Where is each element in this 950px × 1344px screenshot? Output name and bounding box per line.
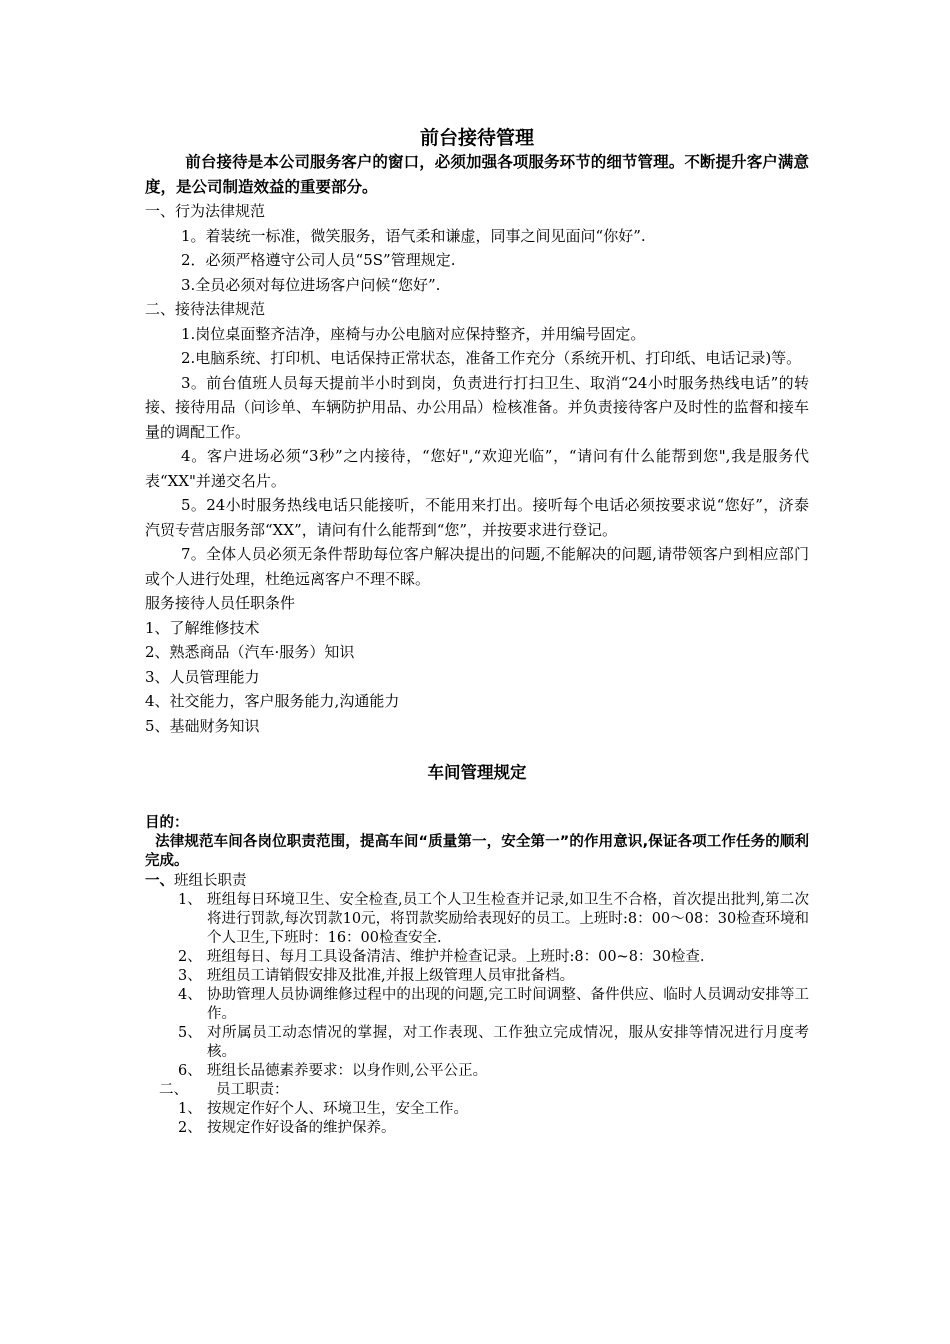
behavior-heading: 一、行为法律规范 — [145, 202, 266, 220]
document-content — [145, 126, 809, 1138]
item-number: 2、 — [178, 949, 202, 965]
reception-rule-item: 7。全体人员必须无条件帮助每位客户解决提出的问题,不能解决的问题,请带领客户到相应部门或个人进行处理，杜绝远离客户不理不睬。 — [145, 545, 809, 588]
item-number: 1、 — [178, 1101, 202, 1117]
reception-rule-item: 3。前台值班人员每天提前半小时到岗，负责进行打扫卫生、取消“24小时服务热线电话”的转接、接待用品（问诊单、车辆防护用品、办公用品）检核准备。并负责接待客户及时性的监督和接车量的调配工作。 — [145, 373, 809, 441]
item-number: 1、 — [178, 892, 202, 908]
purpose-label: 目的： — [145, 815, 189, 831]
item-text: 班组员工请销假安排及批准,并报上级管理人员审批备档。 — [207, 968, 575, 984]
leader-duty-item — [145, 967, 809, 986]
reception-rule-item: 2.电脑系统、打印机、电话保持正常状态，准备工作充分（系统开机、打印纸、电话记录)等。 — [181, 349, 802, 367]
qualification-item: 1、了解维修技术 — [145, 618, 260, 637]
item-text: 协助管理人员协调维修过程中的出现的问题,完工时间调整、备件供应、临时人员调动安排等工作。 — [207, 987, 809, 1022]
staff-heading — [145, 1081, 809, 1100]
purpose-text: 法律规范车间各岗位职责范围，提高车间“质量第一，安全第一”的作用意识,保证各项工作任务的顺利完成。 — [145, 834, 809, 869]
leader-duty-item — [145, 986, 809, 1024]
reception-rule-item: 5。24小时服务热线电话只能接听，不能用来打出。接听每个电话必须按要求说“您好”，济泰汽贸专营店服务部“XX”，请问有什么能帮到“您”，并按要求进行登记。 — [145, 496, 809, 539]
behavior-item: 2．必须严格遵守公司人员“5S”管理规定. — [181, 251, 456, 269]
qualification-item: 3、人员管理能力 — [145, 667, 260, 686]
qualification-item: 4、社交能力，客户服务能力,沟通能力 — [145, 692, 400, 710]
leader-heading-number: 一、 — [145, 872, 174, 889]
behavior-item: 1。着装统一标准，微笑服务，语气柔和谦虚，同事之间见面问“你好”. — [181, 226, 646, 245]
leader-duty-item — [145, 891, 809, 948]
reception-rules-heading: 二、接待法律规范 — [145, 300, 266, 318]
item-text: 班组每日环境卫生、安全检查,员工个人卫生检查并记录,如卫生不合格，首次提出批判,第二次将进行罚款,每次罚款10元，将罚款奖励给表现好的员工。上班时:8：00～08：30检查环境和个人卫生,下班时：16：00检查安全. — [207, 892, 809, 946]
item-number: 4、 — [178, 987, 202, 1003]
reception-rule-item: 4。客户进场必须“3秒”之内接待，“您好",“欢迎光临”，“请问有什么能帮到您",我是服务代表“XX"并递交名片。 — [145, 447, 809, 490]
item-text: 班组长品德素养要求：以身作则,公平公正。 — [207, 1063, 488, 1079]
leader-heading-label: 班组长职责 — [174, 873, 247, 889]
staff-heading-number: 二、 — [159, 1082, 188, 1098]
item-number: 6、 — [178, 1063, 202, 1079]
leader-duty-item — [145, 948, 809, 967]
item-number: 5、 — [178, 1025, 202, 1041]
item-text: 按规定作好个人、环境卫生，安全工作。 — [207, 1101, 468, 1117]
leader-duty-item — [145, 1024, 809, 1062]
item-text: 班组每日、每月工具设备清洁、维护并检查记录。上班时:8：00~8：30检查. — [207, 949, 705, 965]
leader-heading — [145, 871, 809, 891]
qualification-heading: 服务接待人员任职条件 — [145, 594, 296, 612]
item-text: 按规定作好设备的维护保养。 — [207, 1120, 396, 1136]
item-number: 3、 — [178, 968, 202, 984]
staff-duty-item — [145, 1119, 809, 1138]
behavior-item: 3.全员必须对每位进场客户问候“您好”. — [181, 275, 441, 294]
qualification-item: 2、熟悉商品（汽车·服务）知识 — [145, 643, 355, 661]
workshop-title: 车间管理规定 — [427, 763, 527, 782]
staff-heading-label: 员工职责： — [216, 1082, 289, 1098]
reception-title: 前台接待管理 — [419, 127, 534, 149]
reception-intro: 前台接待是本公司服务客户的窗口，必须加强各项服务环节的细节管理。不断提升客户满意度，是公司制造效益的重要部分。 — [145, 153, 809, 196]
item-number: 2、 — [178, 1120, 202, 1136]
staff-duty-item — [145, 1100, 809, 1119]
reception-rule-item: 1.岗位桌面整齐洁净，座椅与办公电脑对应保持整齐，并用编号固定。 — [181, 324, 646, 343]
item-text: 对所属员工动态情况的掌握，对工作表现、工作独立完成情况，服从安排等情况进行月度考核。 — [207, 1025, 809, 1060]
qualification-item: 5、基础财务知识 — [145, 716, 260, 735]
leader-duty-item — [145, 1062, 809, 1081]
